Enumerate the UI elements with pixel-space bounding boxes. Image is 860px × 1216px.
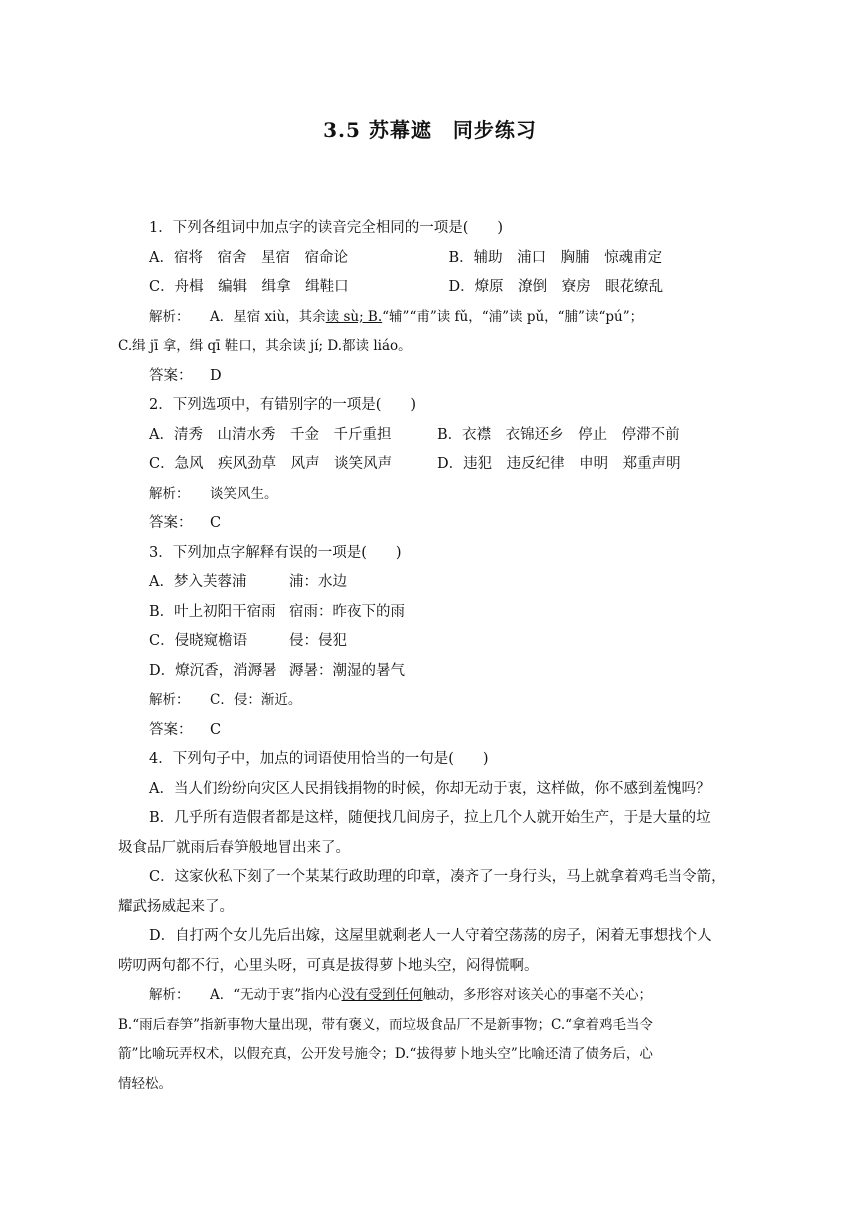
q3-answer xyxy=(118,716,748,746)
q3-option-d-text: D．燎沉香，消溽暑 xyxy=(149,662,277,679)
exercise-content xyxy=(118,214,748,1099)
q1-stem: 1．下列各组词中加点字的读音完全相同的一项是( ) xyxy=(149,220,504,236)
q4-explanation-underlined: 没有受到任何 xyxy=(341,987,423,1003)
q3-explanation-label: 解析： xyxy=(149,692,190,708)
q4-option-a: A．当人们纷纷向灾区人民捐钱捐物的时候，你却无动于衷，这样做，你不感到羞愧吗？ xyxy=(149,780,711,797)
q1-explanation-text-a: A．星宿 xiù，其余 xyxy=(210,308,326,325)
q1-answer-label: 答案： xyxy=(149,367,193,384)
q1-explanation xyxy=(118,303,748,333)
q2-options-ab xyxy=(118,421,748,451)
q4-option-c: C．这家伙私下刻了一个某某行政助理的印章，凑齐了一身行头，马上就拿着鸡毛当令箭， xyxy=(149,869,726,885)
q1-options-ab xyxy=(118,244,748,274)
q4-explanation-cont-1: B.“雨后春笋”指新事物大量出现，带有褒义，而垃圾食品厂不是新事物；C.“拿着鸡毛当令 xyxy=(118,1016,654,1033)
q2-stem: 2．下列选项中，有错别字的一项是( ) xyxy=(149,397,417,413)
q4-explanation-label: 解析： xyxy=(149,987,190,1003)
q3-stem: 3．下列加点字解释有误的一项是( ) xyxy=(149,544,402,561)
q4-option-b: B．几乎所有造假者都是这样，随便找几间房子，拉上几个人就开始生产，于是大量的垃 xyxy=(149,810,711,826)
q4-explanation xyxy=(118,981,748,1011)
q1-explanation-cont: C.缉 jī 拿，缉 qī 鞋口，其余读 jí; D.都读 liáo。 xyxy=(118,338,412,354)
q2-answer-value: C xyxy=(210,515,222,531)
q1-option-b: B．辅助 浦口 胸脯 惊魂甫定 xyxy=(448,249,663,266)
q3-option-c xyxy=(118,627,748,657)
q1-explanation-text-c: “辅”“甫”读 fǔ，“浦”读 pǔ，“脯”读“pú”； xyxy=(382,308,644,325)
q1-explanation-label: 解析： xyxy=(149,308,190,325)
q4-option-b-cont: 圾食品厂就雨后春笋般地冒出来了。 xyxy=(118,839,350,856)
q3-answer-value: C xyxy=(210,721,222,738)
q2-option-d: D．违犯 违反纪律 申明 郑重声明 xyxy=(437,456,681,472)
q3-explanation xyxy=(118,686,748,716)
page-title: 3.5 苏幕遮 同步练习 xyxy=(323,118,537,142)
q4-explanation-cont-2: 箭”比喻玩弄权术，以假充真，公开发号施令；D.“拔得萝卜地头空”比喻还清了债务后，心 xyxy=(118,1046,653,1062)
q3-option-b-text: B．叶上初阳干宿雨 xyxy=(149,603,276,620)
q2-option-b: B．衣襟 衣锦还乡 停止 停滞不前 xyxy=(437,426,680,443)
q3-option-a-gloss: 浦：水边 xyxy=(289,574,347,590)
q4-option-d: D．自打两个女儿先后出嫁，这屋里就剩老人一人守着空荡荡的房子，闲着无事想找个人 xyxy=(149,928,712,944)
q4-option-d-cont: 唠叨两句都不行，心里头呀，可真是拔得萝卜地头空，闷得慌啊。 xyxy=(118,957,539,974)
q1-explanation-underlined: 读 sù; B. xyxy=(325,308,383,325)
q3-explanation-text: C．侵：渐近。 xyxy=(210,692,302,708)
q4-stem: 4．下列句子中，加点的词语使用恰当的一句是( ) xyxy=(149,751,489,767)
q1-options-cd xyxy=(118,273,748,303)
q1-option-c: C．舟楫 编辑 缉拿 缉鞋口 xyxy=(149,279,349,295)
q3-option-b-gloss: 宿雨：昨夜下的雨 xyxy=(289,603,405,620)
q2-option-a: A．清秀 山清水秀 千金 千斤重担 xyxy=(149,426,392,443)
q1-option-d: D．燎原 潦倒 寮房 眼花缭乱 xyxy=(448,279,664,295)
q3-option-b xyxy=(118,598,748,628)
q3-option-c-gloss: 侵：侵犯 xyxy=(289,633,347,649)
q3-option-a xyxy=(118,568,748,598)
q3-option-a-text: A．梦入芙蓉浦 xyxy=(149,574,247,590)
q4-explanation-cont-3: 情轻松。 xyxy=(118,1075,172,1092)
q4-explanation-text-a: A．“无动于衷”指内心 xyxy=(210,987,342,1003)
q3-option-c-text: C．侵晓窥檐语 xyxy=(149,633,248,649)
q2-explanation xyxy=(118,480,748,510)
q2-options-cd xyxy=(118,450,748,480)
q3-answer-label: 答案： xyxy=(149,721,193,738)
q3-option-d xyxy=(118,657,748,687)
q2-option-c: C．急风 疾风劲草 风声 谈笑风声 xyxy=(149,456,393,472)
q1-option-a: A．宿将 宿舍 星宿 宿命论 xyxy=(149,249,348,266)
q2-answer xyxy=(118,509,748,539)
q1-answer-value: D xyxy=(210,367,222,384)
q2-explanation-label: 解析： xyxy=(149,485,190,502)
q3-option-d-gloss: 溽暑：潮湿的暑气 xyxy=(289,662,405,679)
q2-explanation-text: 谈笑风生。 xyxy=(210,485,278,502)
q2-answer-label: 答案： xyxy=(149,515,193,531)
q1-answer xyxy=(118,362,748,392)
q4-explanation-text-c: 触动，多形容对该关心的事毫不关心； xyxy=(422,987,653,1003)
q4-option-c-cont: 耀武扬威起来了。 xyxy=(118,898,234,915)
